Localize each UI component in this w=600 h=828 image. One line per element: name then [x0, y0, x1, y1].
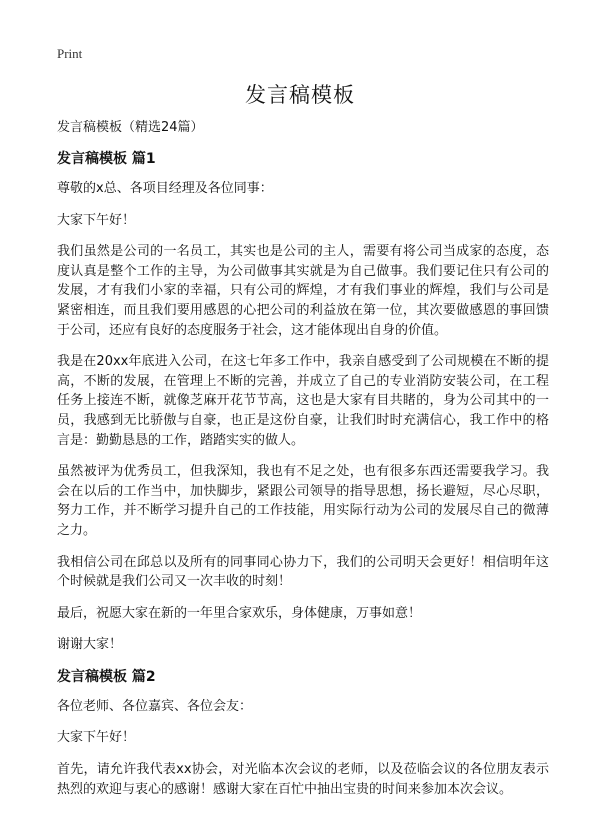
section-1-paragraph: 谢谢大家！	[57, 637, 123, 653]
section-2-paragraph: 大家下午好！	[57, 730, 136, 746]
section-2-paragraph: 首先，请允许我代表xx协会，对光临本次会议的老师，以及莅临会议的各位朋友表示热烈的欢迎与衷心的感谢！感谢大家在百忙中抽出宝贵的时间来参加本次会议。	[57, 762, 549, 797]
section-1-paragraph: 我们虽然是公司的一名员工，其实也是公司的主人，需要有将公司当成家的态度，态度认真是整个工作的主导，为公司做事其实就是为自己做事。我们要记住只有公司的发展，才有我们小家的幸福，只有公司的辉煌，才有我们事业的辉煌，我们与公司是紧密相连，而且我们要用感恩的心把公司的利益放在第一位，其次要做感恩的事回馈于公司，还应有良好的态度服务于社会，这才能体现出自身的价值。	[57, 244, 549, 338]
print-label[interactable]: Print	[57, 46, 83, 61]
section-heading-2: 发言稿模板 篇2	[57, 668, 156, 685]
section-heading-1: 发言稿模板 篇1	[57, 151, 156, 167]
document-subtitle: 发言稿模板（精选24篇）	[57, 120, 204, 135]
section-1-paragraph: 尊敬的x总、各项目经理及各位同事：	[57, 181, 273, 196]
section-1-paragraph: 虽然被评为优秀员工，但我深知，我也有不足之处，也有很多东西还需要我学习。我会在以后的工作当中，加快脚步，紧跟公司领导的指导思想，扬长避短，尽心尽职，努力工作，并不断学习提升自己的工作技能，用实际行动为公司的发展尽自己的微薄之力。	[57, 464, 549, 538]
document-body	[57, 118, 549, 811]
section-1-paragraph: 大家下午好！	[57, 212, 136, 228]
document-title: 发言稿模板	[245, 83, 355, 107]
section-1-paragraph: 我相信公司在邱总以及所有的同事同心协力下，我们的公司明天会更好！相信明年这个时候就是我们公司又一次丰收的时刻！	[57, 554, 549, 590]
section-2-paragraph: 各位老师、各位嘉宾、各位会友：	[57, 698, 253, 714]
section-1-paragraph: 我是在20xx年底进入公司，在这七年多工作中，我亲自感受到了公司规模在不断的提高，不断的发展，在管理上不断的完善，并成立了自己的专业消防安装公司，在工程任务上接连不断，就像芝麻开花节节高，这也是大家有目共睹的，身为公司其中的一员，我感到无比骄傲与自豪，也正是这份自豪，让我们时时充满信心，我工作中的格言是：勤勤恳恳的工作，踏踏实实的做人。	[57, 354, 549, 448]
section-1-paragraph: 最后，祝愿大家在新的一年里合家欢乐，身体健康，万事如意！	[57, 605, 422, 621]
